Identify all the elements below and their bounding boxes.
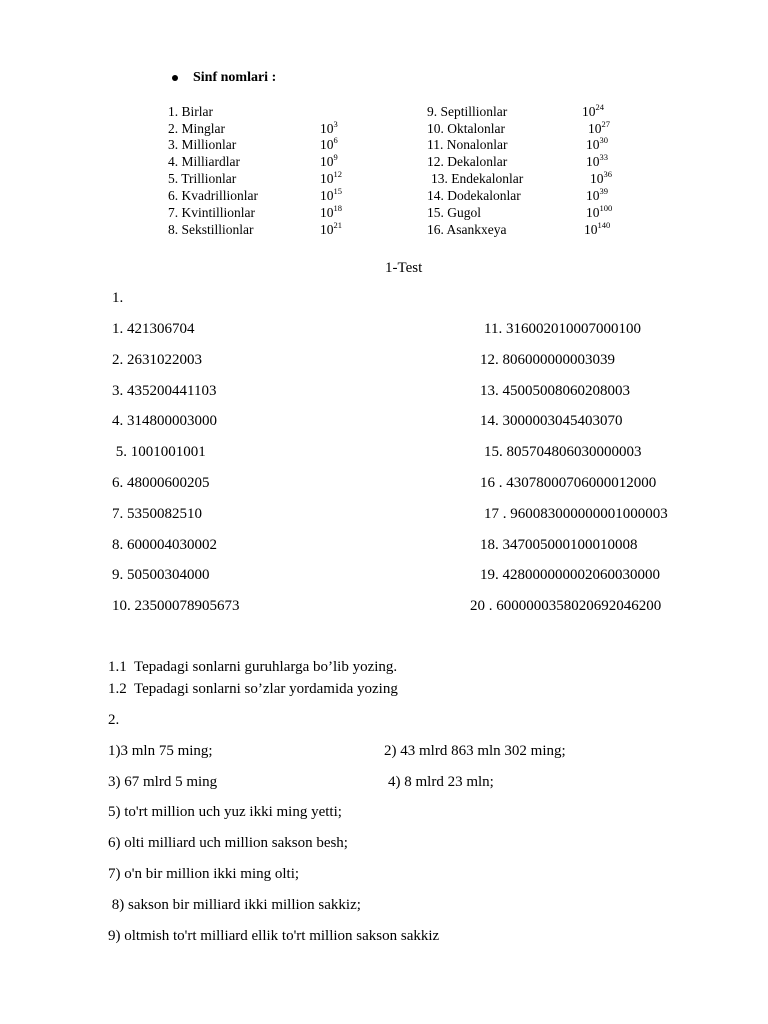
class-label: 13. Endekalonlar	[431, 171, 524, 186]
class-power: $10^3$	[320, 118, 338, 136]
class-power: $10^{21}$	[320, 219, 342, 237]
class-power: $10^{24}$	[582, 101, 604, 119]
class-power: $10^{12}$	[320, 168, 342, 186]
number-item: 7. 5350082510	[112, 506, 202, 522]
class-label: 8. Sekstillionlar	[168, 222, 254, 237]
number-item: 12. 806000000003039	[480, 352, 615, 368]
number-item: 3. 435200441103	[112, 383, 217, 399]
class-label: 3. Millionlar	[168, 137, 237, 152]
class-label: 11. Nonalonlar	[427, 137, 508, 152]
exercise-item: 1)3 mln 75 ming;	[108, 743, 213, 759]
class-label: 15. Gugol	[427, 205, 481, 220]
class-power: $10^{140}$	[584, 219, 611, 237]
class-power: $10^{33}$	[586, 151, 608, 169]
number-item: 11. 316002010007000100	[484, 321, 641, 337]
class-label: 7. Kvintillionlar	[168, 205, 255, 220]
number-item: 8. 600004030002	[112, 537, 217, 553]
task-1-1: 1.1 Tepadagi sonlarni guruhlarga bo’lib yozing.	[108, 659, 398, 675]
number-item: 2. 2631022003	[112, 352, 202, 368]
number-item: 13. 45005008060208003	[480, 383, 630, 399]
class-label: 10. Oktalonlar	[427, 121, 505, 136]
number-item: 10. 23500078905673	[112, 598, 240, 614]
number-item: 9. 50500304000	[112, 567, 210, 583]
number-item: 17 . 960083000000001000003	[484, 506, 668, 522]
class-label: 16. Asankxeya	[427, 222, 507, 237]
exercise-item: 3) 67 mlrd 5 ming	[108, 774, 218, 790]
class-power: $10^{18}$	[320, 202, 342, 220]
class-label: 9. Septillionlar	[427, 104, 508, 119]
number-item: 19. 428000000002060030000	[480, 567, 660, 583]
exercise-item: 7) o'n bir million ikki ming olti;	[108, 866, 300, 882]
class-power: $10^{27}$	[588, 118, 610, 136]
class-label: 6. Kvadrillionlar	[168, 188, 258, 203]
class-power: $10^{15}$	[320, 185, 342, 203]
number-item: 6. 48000600205	[112, 475, 210, 491]
number-item: 5. 1001001001	[112, 444, 206, 460]
class-power: $10^{36}$	[590, 168, 612, 186]
class-power: $10^9$	[320, 151, 338, 169]
class-power: $10^6$	[320, 134, 338, 152]
exercise-item: 5) to'rt million uch yuz ikki ming yetti;	[108, 804, 342, 820]
class-label: 12. Dekalonlar	[427, 154, 508, 169]
number-item: 16 . 43078000706000012000	[480, 475, 657, 491]
class-label: 14. Dodekalonlar	[427, 188, 521, 203]
exercise-item: 2) 43 mlrd 863 mln 302 ming;	[384, 743, 566, 759]
number-item: 4. 314800003000	[112, 413, 217, 429]
exercise-item: 9) oltmish to'rt milliard ellik to'rt million sakson sakkiz	[108, 928, 440, 944]
section-2-label: 2.	[108, 712, 120, 728]
number-item: 14. 3000003045403070	[480, 413, 623, 429]
class-label: 2. Minglar	[168, 121, 225, 136]
section-1-label: 1.	[112, 290, 124, 306]
class-label: 5. Trillionlar	[168, 171, 237, 186]
classes-heading: Sinf nomlari :	[193, 70, 277, 85]
number-item: 20 . 6000000358020692046200	[470, 598, 662, 614]
exercise-item: 8) sakson bir milliard ikki million sakkiz;	[108, 897, 361, 913]
class-power: $10^{39}$	[586, 185, 608, 203]
exercise-item: 4) 8 mlrd 23 mln;	[388, 774, 494, 790]
class-label: 1. Birlar	[168, 104, 213, 119]
class-label: 4. Milliardlar	[168, 154, 240, 169]
class-power: $10^{100}$	[586, 202, 613, 220]
test-title: 1-Test	[385, 260, 423, 276]
number-item: 18. 347005000100010008	[480, 537, 638, 553]
number-item: 1. 421306704	[112, 321, 195, 337]
bullet-icon	[172, 75, 178, 81]
class-power: $10^{30}$	[586, 134, 608, 152]
number-item: 15. 805704806030000003	[484, 444, 642, 460]
task-1-2: 1.2 Tepadagi sonlarni so’zlar yordamida yozing	[108, 681, 398, 697]
exercise-item: 6) olti milliard uch million sakson besh;	[108, 835, 348, 851]
